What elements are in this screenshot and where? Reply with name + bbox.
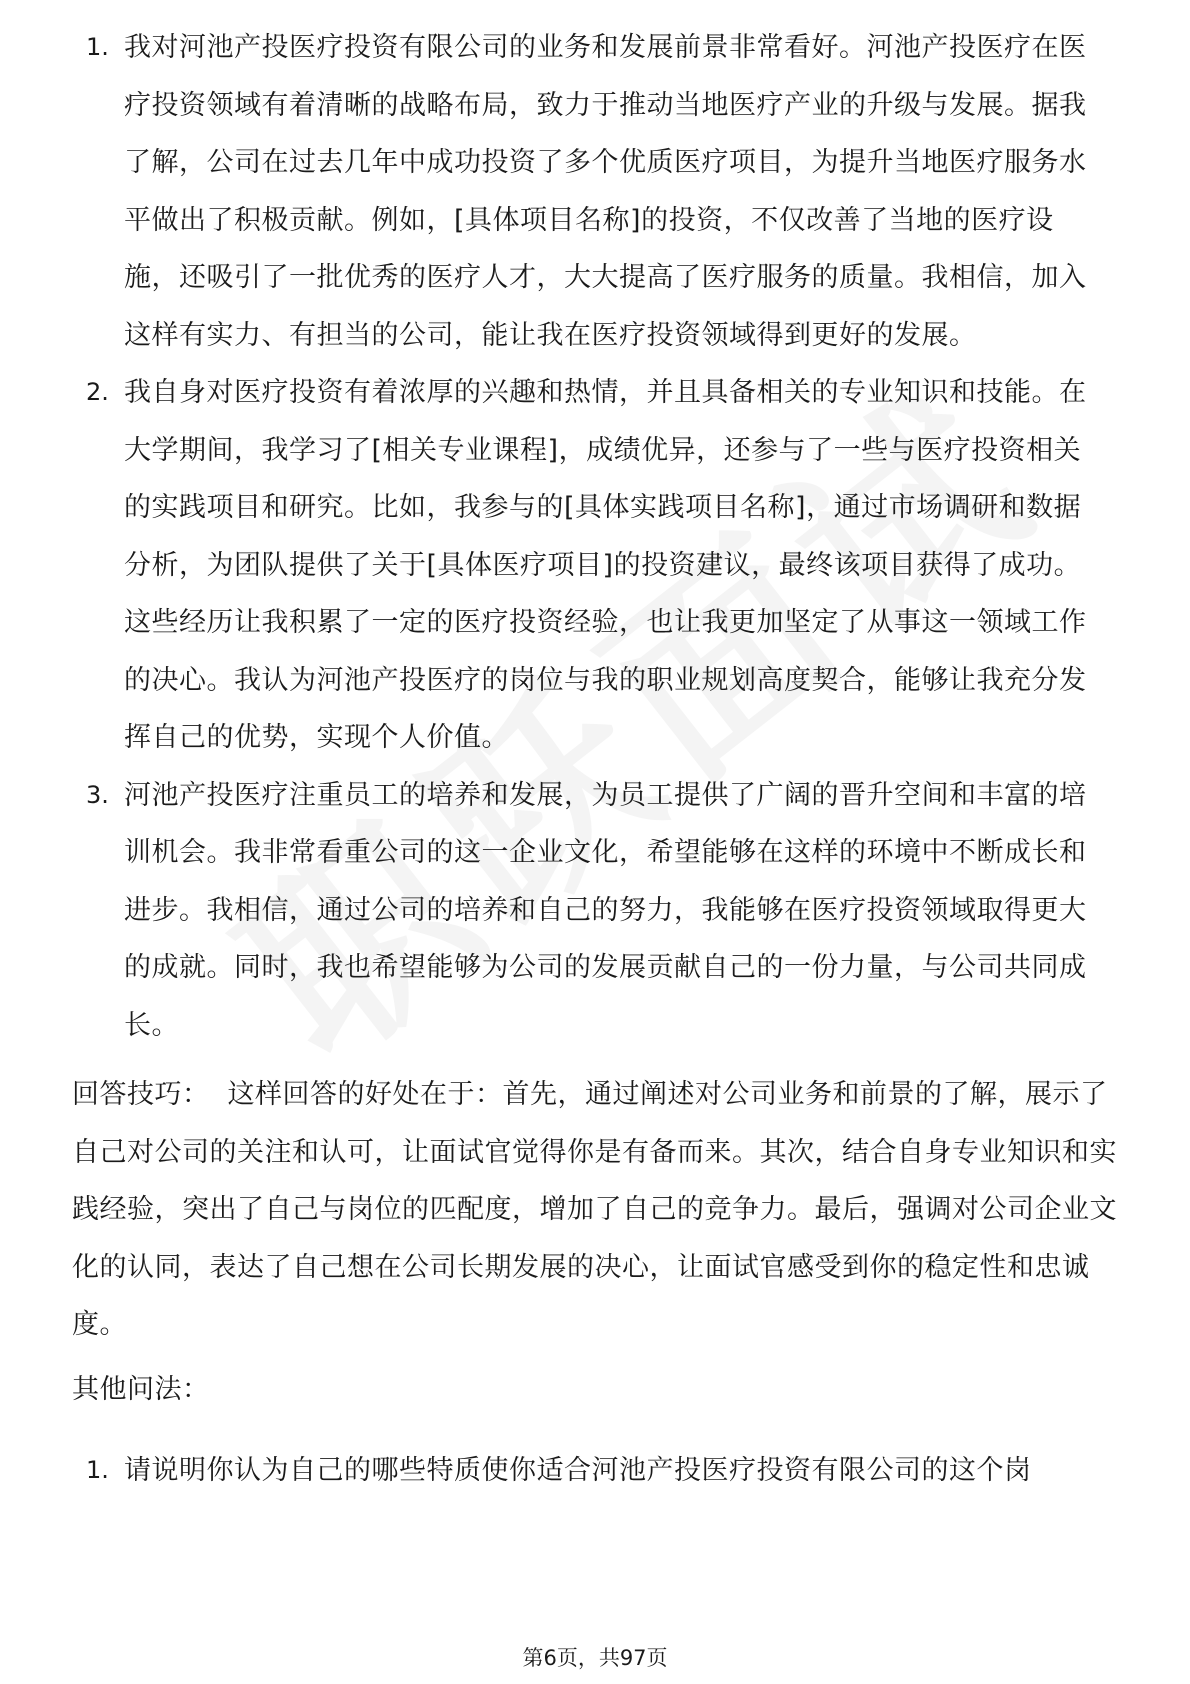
other-questions-label: 其他问法： (72, 1374, 210, 1405)
list-item (0, 767, 1190, 1055)
list-item-number: 1. (86, 33, 109, 61)
list-item-text: 请说明你认为自己的哪些特质使你适合河池产投医疗投资有限公司的这个岗 (124, 1455, 1032, 1486)
list-item-text: 我对河池产投医疗投资有限公司的业务和发展前景非常看好。河池产投医疗在医疗投资领域有着清晰的战略布局，致力于推动当地医疗产业的升级与发展。据我了解，公司在过去几年中成功投资了多个优质医疗项目，为提升当地医疗服务水平做出了积极贡献。例如，[具体项目名称]的投资，不仅改善了当地的医疗设施，还吸引了一批优秀的医疗人才，大大提高了医疗服务的质量。我相信，加入这样有实力、有担当的公司，能让我在医疗投资领域得到更好的发展。 (124, 32, 1087, 351)
answer-tips-text: 这样回答的好处在于：首先，通过阐述对公司业务和前景的了解，展示了自己对公司的关注和认可，让面试官觉得你是有备而来。其次，结合自身专业知识和实践经验，突出了自己与岗位的匹配度，增加了自己的竞争力。最后，强调对公司企业文化的认同，表达了自己想在公司长期发展的决心，让面试官感受到你的稳定性和忠诚度。 (72, 1079, 1117, 1340)
list-item-number: 3. (86, 780, 109, 809)
answer-tips-label: 回答技巧： (72, 1079, 210, 1110)
list-item-text: 我自身对医疗投资有着浓厚的兴趣和热情，并且具备相关的专业知识和技能。在大学期间，我学习了[相关专业课程]，成绩优异，还参与了一些与医疗投资相关的实践项目和研究。比如，我参与的[具体实践项目名称]，通过市场调研和数据分析，为团队提供了关于[具体医疗项目]的投资建议，最终该项目获得了成功。这些经历让我积累了一定的医疗投资经验，也让我更加坚定了从事这一领域工作的决心。我认为河池产投医疗的岗位与我的职业规划高度契合，能够让我充分发挥自己的优势，实现个人价值。 (124, 377, 1087, 753)
list-item (0, 364, 1190, 767)
list-item-number: 2. (86, 378, 109, 406)
list-item-number: 1. (86, 1456, 109, 1484)
list-item (0, 19, 1190, 364)
other-questions-list (0, 1442, 1190, 1500)
page-footer: 第6页，共97页 (522, 1646, 668, 1670)
list-item (0, 1442, 1190, 1500)
list-item-text: 河池产投医疗注重员工的培养和发展，为员工提供了广阔的晋升空间和丰富的培训机会。我非常看重公司的这一企业文化，希望能够在这样的环境中不断成长和进步。我相信，通过公司的培养和自己的努力，我能够在医疗投资领域取得更大的成就。同时，我也希望能够为公司的发展贡献自己的一份力量，与公司共同成长。 (124, 779, 1087, 1041)
answer-list (0, 19, 1190, 1054)
answer-tips (72, 1066, 1122, 1354)
